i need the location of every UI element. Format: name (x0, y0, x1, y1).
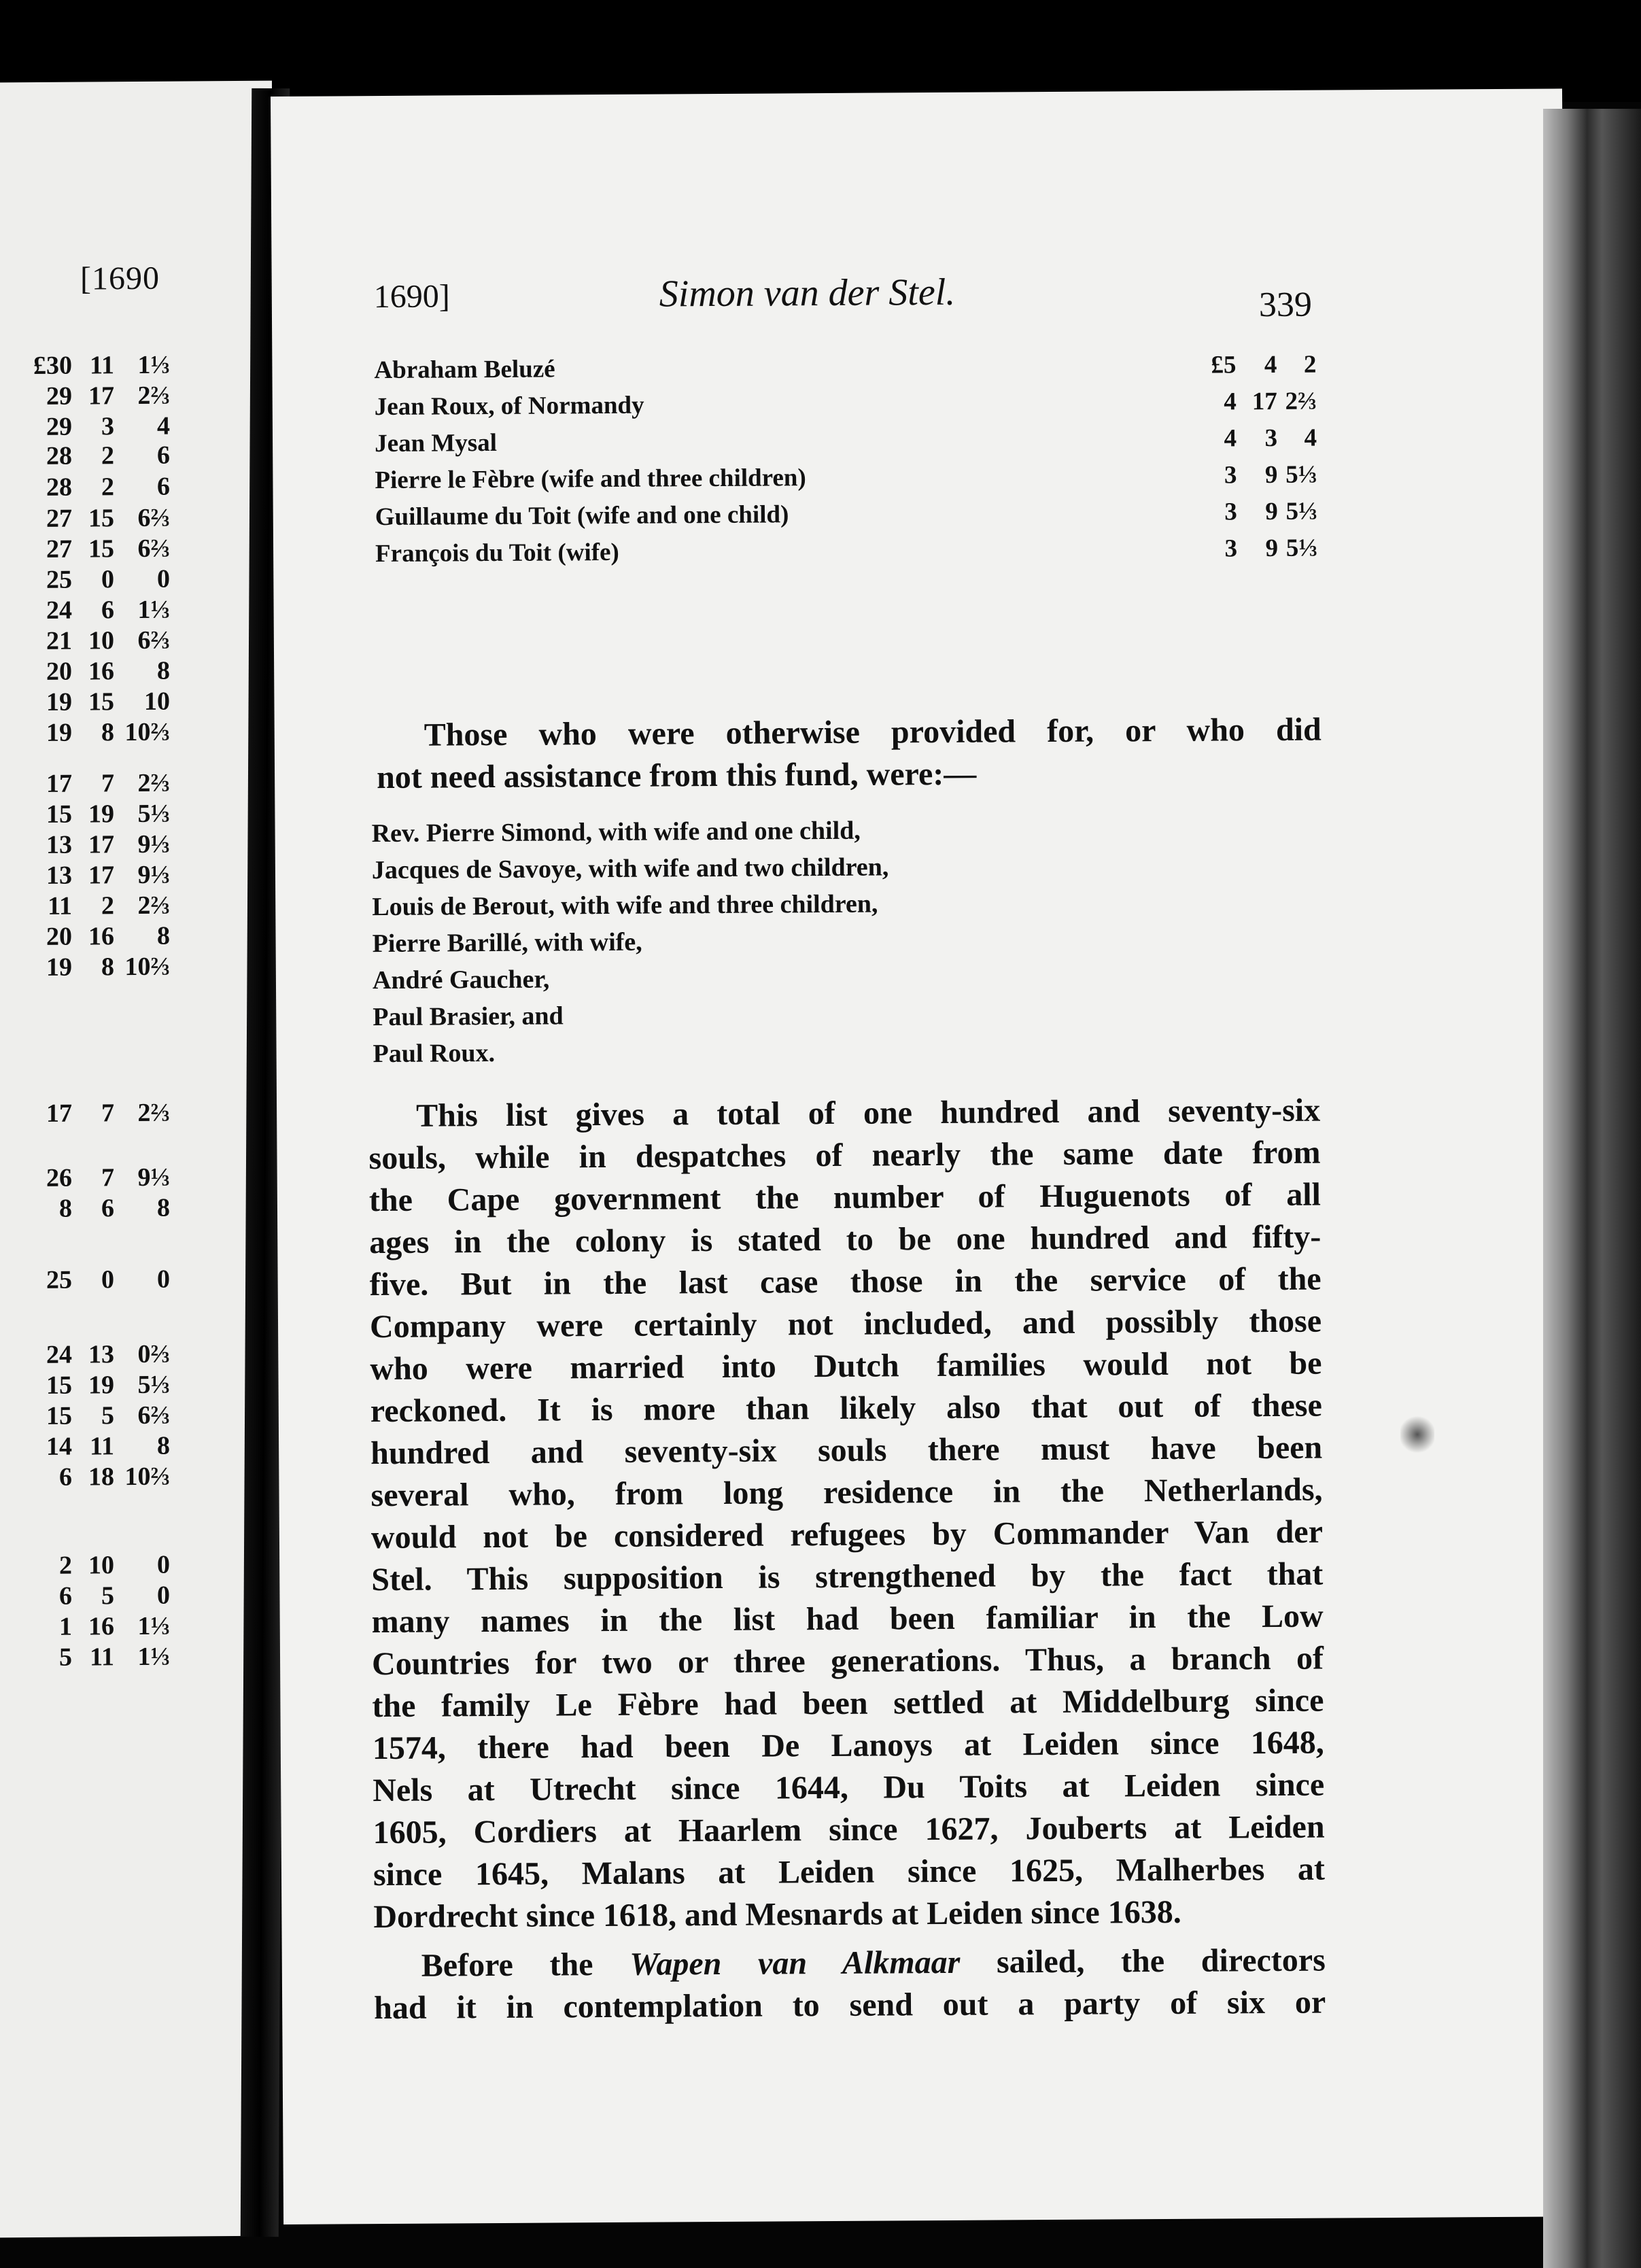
pence: 0 (157, 1550, 170, 1579)
ledger-amount (1184, 460, 1319, 490)
left-amount-row (0, 921, 170, 952)
left-amount-row (0, 1550, 170, 1581)
left-amount-row (0, 350, 170, 381)
pence: 5⅓ (137, 799, 170, 828)
names-list-item: Paul Roux. (373, 1039, 496, 1069)
pounds: 13 (46, 861, 72, 890)
ledger-amount (1184, 534, 1320, 564)
pounds: 20 (46, 922, 72, 951)
left-amount-row (0, 1163, 170, 1194)
shillings: 15 (88, 534, 114, 564)
pence: 2⅔ (137, 768, 170, 797)
pounds: £30 (33, 351, 72, 381)
names-list-item: Paul Brasier, and (373, 1001, 564, 1032)
pence: 8 (157, 1193, 170, 1222)
shillings: 11 (90, 351, 114, 380)
pence: 8 (157, 656, 170, 685)
pence: 2 (1303, 350, 1317, 379)
left-amount-row (0, 534, 170, 565)
text-line: since 1645, Malans at Leiden since 1625, Malherbes at (373, 1851, 1326, 1893)
pence: 10⅔ (124, 1462, 170, 1492)
names-list-item: André Gaucher, (372, 965, 550, 995)
shillings: 0 (101, 565, 114, 594)
shillings: 11 (90, 1643, 114, 1672)
pounds: 15 (46, 1371, 72, 1400)
pounds: 15 (46, 1401, 72, 1430)
pounds: 29 (46, 412, 72, 441)
pounds: 25 (46, 1265, 72, 1294)
names-list-item: Rev. Pierre Simond, with wife and one child, (371, 816, 861, 848)
left-amount-row (0, 381, 170, 412)
pence: 0 (157, 1265, 170, 1294)
left-amount-row (0, 625, 170, 657)
ledger-row (375, 424, 1319, 466)
left-page-header: [1690 (80, 260, 160, 297)
shillings: 15 (88, 687, 114, 717)
ledger-row (375, 497, 1320, 539)
pence: 5⅓ (137, 1370, 170, 1399)
header-title: Simon van der Stel. (659, 271, 956, 315)
pounds: 15 (46, 800, 72, 829)
ledger-row (375, 460, 1319, 502)
ledger-amount (1184, 424, 1319, 453)
pence: 1⅓ (137, 595, 170, 624)
shillings: 3 (1264, 424, 1278, 453)
pence: 6⅔ (137, 1401, 170, 1430)
pence: 4 (1304, 424, 1317, 452)
left-amount-row (0, 891, 170, 922)
ink-smudge (1400, 1414, 1434, 1455)
left-amount-row (0, 411, 170, 443)
text-line: Nels at Utrecht since 1644, Du Toits at Leiden since (373, 1766, 1325, 1809)
pence: 6⅔ (137, 503, 170, 532)
left-amount-row (0, 1581, 170, 1612)
pence: 5⅓ (1285, 497, 1317, 526)
left-amount-row (0, 687, 170, 718)
ledger-row (375, 534, 1320, 576)
shillings: 2 (101, 472, 114, 502)
header-year: 1690] (373, 278, 450, 315)
ledger-name: Jean Mysal (374, 428, 498, 458)
shillings: 7 (101, 1099, 114, 1128)
ledger-name: Pierre le Fèbre (wife and three children) (375, 464, 806, 495)
text-line: not need assistance from this fund, were:— (376, 755, 977, 796)
ledger-row (375, 387, 1319, 429)
text-line: Company were certainly not included, and possibly those (369, 1303, 1322, 1345)
pounds: 3 (1224, 534, 1238, 563)
pence: 2⅔ (137, 1098, 170, 1127)
pence: 6 (157, 472, 170, 501)
pence: 2⅔ (137, 891, 170, 920)
left-amount-row (0, 472, 170, 503)
pounds: 4 (1224, 388, 1237, 416)
shillings: 15 (88, 504, 114, 533)
running-header (272, 271, 1564, 326)
shillings: 18 (88, 1462, 114, 1492)
text-fragment: Before the (421, 1946, 593, 1984)
shillings: 16 (88, 657, 114, 686)
names-list-item: Louis de Berout, with wife and three children, (372, 889, 878, 922)
pounds: 27 (46, 504, 72, 533)
left-amount-row (0, 1370, 170, 1401)
ledger-amount (1184, 497, 1320, 527)
ledger-name: Abraham Beluzé (374, 355, 555, 385)
left-amount-row (0, 1462, 170, 1493)
left-amount-row (0, 1401, 170, 1432)
pence: 8 (157, 921, 170, 950)
left-amount-row (0, 799, 170, 830)
pounds: 29 (46, 381, 72, 411)
shillings: 8 (101, 718, 114, 747)
text-line: 1605, Cordiers at Haarlem since 1627, Jouberts at Leiden (373, 1808, 1325, 1851)
text-line (374, 1940, 1326, 1988)
paragraph-wapen-van-alkmaar (374, 1940, 1326, 2030)
pounds: 20 (46, 657, 72, 686)
shillings: 9 (1265, 497, 1278, 526)
pounds: 17 (46, 1099, 72, 1128)
text-line: Those who were otherwise provided for, or who did (424, 711, 1322, 753)
pounds: 28 (46, 441, 72, 470)
ledger-name: François du Toit (wife) (375, 538, 619, 568)
left-amount-row (0, 441, 170, 472)
pounds: 5 (59, 1643, 72, 1672)
paragraph-total-souls (368, 1090, 1326, 1939)
left-amount-row (0, 829, 170, 861)
left-amount-row (0, 768, 170, 800)
pence: 1⅓ (137, 1611, 170, 1640)
paragraph-provided-for (377, 709, 1322, 799)
shillings: 9 (1264, 460, 1278, 489)
pounds: 24 (46, 1340, 72, 1369)
pounds: 17 (46, 769, 72, 798)
shillings: 7 (101, 769, 114, 798)
text-line: 1574, there had been De Lanoys at Leiden since 1648, (372, 1724, 1324, 1767)
shillings: 17 (1251, 387, 1277, 416)
text-line: the family Le Fèbre had been settled at Middelburg since (372, 1682, 1324, 1725)
pounds: 13 (46, 830, 72, 859)
text-line: This list gives a total of one hundred and seventy-six (416, 1092, 1321, 1134)
pence: 6⅔ (137, 534, 170, 563)
shillings: 17 (88, 830, 114, 859)
pence: 9⅓ (137, 1163, 170, 1192)
pence: 2⅔ (1285, 387, 1317, 415)
shillings: 8 (101, 952, 114, 982)
pounds: 14 (46, 1432, 72, 1461)
text-line: had it in contemplation to send out a party of six or (374, 1984, 1326, 2027)
pounds: 4 (1224, 424, 1237, 453)
shillings: 2 (101, 441, 114, 470)
left-amount-row (0, 1098, 170, 1129)
pounds: 6 (59, 1462, 72, 1492)
pence: 6⅔ (137, 625, 170, 655)
ledger-name: Guillaume du Toit (wife and one child) (375, 500, 789, 532)
text-line: hundred and seventy-six souls there must have been (370, 1429, 1323, 1472)
left-amount-row (0, 595, 170, 626)
text-line: Dordrecht since 1618, and Mesnards at Leiden since 1638. (373, 1893, 1181, 1936)
left-amount-row (0, 717, 170, 749)
pence: 5⅓ (1285, 460, 1317, 489)
shillings: 16 (88, 1612, 114, 1641)
pence: 10⅔ (124, 952, 170, 982)
shillings: 4 (1264, 350, 1277, 379)
shillings: 6 (101, 1194, 114, 1223)
left-amount-row (0, 656, 170, 687)
left-amount-row (0, 1339, 170, 1371)
shillings: 5 (101, 1401, 114, 1430)
shillings: 10 (88, 626, 114, 655)
left-amount-row (0, 1265, 170, 1296)
left-amount-row (0, 860, 170, 891)
left-amount-row (0, 952, 170, 983)
text-line: souls, while in despatches of nearly the same date from (368, 1134, 1321, 1177)
pence: 0⅔ (137, 1339, 170, 1369)
pounds: 24 (46, 596, 72, 625)
shillings: 13 (88, 1340, 114, 1369)
shillings: 19 (88, 800, 114, 829)
pence: 0 (157, 1581, 170, 1610)
pence: 10 (144, 687, 170, 716)
text-fragment: sailed, the directors (996, 1942, 1326, 1980)
shillings: 2 (101, 891, 114, 921)
ledger-amount (1184, 387, 1319, 417)
pence: 1⅓ (137, 1642, 170, 1671)
pounds: 1 (59, 1612, 72, 1641)
names-list-item: Jacques de Savoye, with wife and two children, (371, 853, 889, 885)
shillings: 7 (101, 1163, 114, 1192)
shillings: 17 (88, 861, 114, 890)
pence: 0 (157, 564, 170, 594)
pence: 8 (157, 1431, 170, 1460)
text-line: would not be considered refugees by Commander Van der (370, 1513, 1324, 1556)
text-line: Stel. This supposition is strengthened by the fact that (371, 1556, 1324, 1598)
shillings: 9 (1265, 534, 1279, 563)
shillings: 17 (88, 381, 114, 411)
pounds: 8 (59, 1194, 72, 1223)
shillings: 0 (101, 1265, 114, 1294)
pounds: 3 (1224, 498, 1237, 526)
left-amount-row (0, 1611, 170, 1643)
ledger-row (374, 350, 1319, 392)
pence: 2⅔ (137, 381, 170, 410)
pence: 10⅔ (124, 717, 170, 747)
text-line: the Cape government the number of Huguenots of all (368, 1176, 1322, 1219)
text-line: Countries for two or three generations. Thus, a branch of (371, 1640, 1324, 1683)
pence: 1⅓ (137, 350, 170, 379)
pence: 9⅓ (137, 860, 170, 889)
shillings: 16 (88, 922, 114, 951)
page-edges (1543, 109, 1641, 2268)
payment-ledger (374, 350, 1320, 576)
left-amount-row (0, 503, 170, 534)
text-line: many names in the list had been familiar in the Low (371, 1598, 1324, 1640)
pence: 9⅓ (137, 829, 170, 859)
left-amount-row (0, 1193, 170, 1224)
left-facing-page (0, 81, 272, 2238)
shillings: 6 (101, 596, 114, 625)
right-page (271, 88, 1575, 2224)
left-page-amount-column (0, 81, 272, 2238)
shillings: 3 (101, 412, 114, 441)
pounds: 2 (59, 1551, 72, 1580)
left-amount-row (0, 564, 170, 596)
left-amount-row (0, 1642, 170, 1673)
pence: 4 (157, 411, 170, 441)
pounds: 11 (48, 891, 72, 921)
pounds: 27 (46, 534, 72, 564)
names-list (371, 812, 890, 1072)
text-line: five. But in the last case those in the service of the (369, 1260, 1322, 1303)
pence: 6 (157, 441, 170, 470)
shillings: 10 (88, 1551, 114, 1580)
pounds: 26 (46, 1163, 72, 1192)
text-line: who were married into Dutch families would not be (370, 1345, 1322, 1388)
ship-name: Wapen van Alkmaar (629, 1944, 961, 1982)
shillings: 19 (88, 1371, 114, 1400)
pounds: 6 (59, 1581, 72, 1611)
page-number: 339 (1258, 285, 1313, 325)
text-line: several who, from long residence in the Netherlands, (370, 1471, 1323, 1514)
pounds: 3 (1224, 461, 1237, 489)
pounds: 25 (46, 565, 72, 594)
ledger-name: Jean Roux, of Normandy (374, 391, 644, 422)
pounds: 21 (46, 626, 72, 655)
pounds: 19 (46, 718, 72, 747)
pence: 5⅓ (1285, 534, 1318, 562)
shillings: 11 (90, 1432, 114, 1461)
ledger-amount (1183, 350, 1319, 380)
pounds: £5 (1211, 351, 1237, 379)
pounds: 19 (46, 952, 72, 982)
shillings: 5 (101, 1581, 114, 1611)
text-line: ages in the colony is stated to be one hundred and fifty- (369, 1218, 1322, 1261)
pounds: 28 (46, 472, 72, 502)
names-list-item: Pierre Barillé, with wife, (372, 927, 642, 959)
pounds: 19 (46, 687, 72, 717)
text-line: reckoned. It is more than likely also that out of these (370, 1387, 1322, 1430)
left-amount-row (0, 1431, 170, 1462)
